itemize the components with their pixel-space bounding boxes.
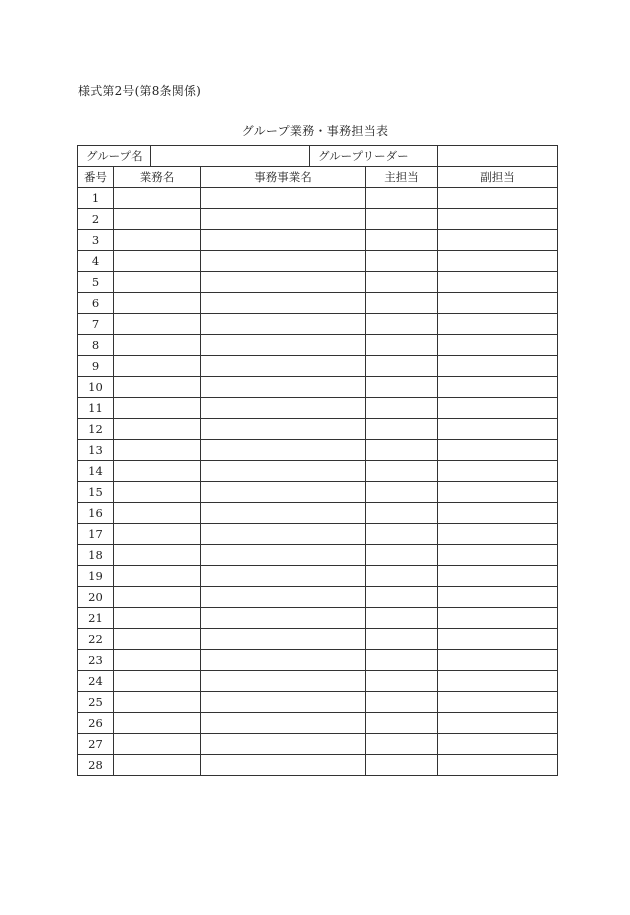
business-name-cell[interactable]	[114, 713, 201, 734]
sub-staff-cell[interactable]	[438, 293, 558, 314]
table-row	[78, 419, 558, 440]
main-staff-cell[interactable]	[366, 524, 438, 545]
project-name-cell[interactable]	[201, 545, 366, 566]
table-row	[78, 734, 558, 755]
sub-staff-cell[interactable]	[438, 230, 558, 251]
form-number-label: 様式第2号(第8条関係)	[78, 84, 202, 98]
project-name-cell[interactable]	[201, 272, 366, 293]
row-number: 14	[78, 461, 114, 482]
main-staff-cell[interactable]	[366, 440, 438, 461]
project-name-cell[interactable]	[201, 335, 366, 356]
main-staff-cell[interactable]	[366, 566, 438, 587]
table-row	[78, 377, 558, 398]
main-staff-cell[interactable]	[366, 293, 438, 314]
main-staff-cell[interactable]	[366, 314, 438, 335]
col-header-project-name: 事務事業名	[201, 167, 366, 188]
project-name-cell[interactable]	[201, 440, 366, 461]
table-row	[78, 230, 558, 251]
main-staff-cell[interactable]	[366, 482, 438, 503]
project-name-cell[interactable]	[201, 188, 366, 209]
row-number: 5	[78, 272, 114, 293]
table-row	[78, 650, 558, 671]
row-number: 21	[78, 608, 114, 629]
project-name-cell[interactable]	[201, 377, 366, 398]
table-row	[78, 188, 558, 209]
main-staff-cell[interactable]	[366, 419, 438, 440]
main-staff-cell[interactable]	[366, 587, 438, 608]
main-staff-cell[interactable]	[366, 503, 438, 524]
business-name-cell[interactable]	[114, 587, 201, 608]
row-number: 2	[78, 209, 114, 230]
main-staff-cell[interactable]	[366, 188, 438, 209]
row-number: 7	[78, 314, 114, 335]
sub-staff-cell[interactable]	[438, 566, 558, 587]
sub-staff-cell[interactable]	[438, 461, 558, 482]
main-staff-cell[interactable]	[366, 671, 438, 692]
group-leader-label: グループリーダー	[310, 146, 438, 167]
project-name-cell[interactable]	[201, 251, 366, 272]
sub-staff-cell[interactable]	[438, 398, 558, 419]
table-row	[78, 293, 558, 314]
table-row	[78, 314, 558, 335]
table-row	[78, 692, 558, 713]
project-name-cell[interactable]	[201, 650, 366, 671]
main-staff-cell[interactable]	[366, 692, 438, 713]
row-number: 26	[78, 713, 114, 734]
main-staff-cell[interactable]	[366, 356, 438, 377]
table-row	[78, 440, 558, 461]
row-number: 25	[78, 692, 114, 713]
sub-staff-cell[interactable]	[438, 209, 558, 230]
business-name-cell[interactable]	[114, 755, 201, 776]
sub-staff-cell[interactable]	[438, 314, 558, 335]
main-staff-cell[interactable]	[366, 230, 438, 251]
table-row	[78, 482, 558, 503]
project-name-cell[interactable]	[201, 503, 366, 524]
sub-staff-cell[interactable]	[438, 545, 558, 566]
table-row	[78, 209, 558, 230]
project-name-cell[interactable]	[201, 629, 366, 650]
business-name-cell[interactable]	[114, 461, 201, 482]
col-header-sub-staff: 副担当	[438, 167, 558, 188]
project-name-cell[interactable]	[201, 713, 366, 734]
table-row	[78, 461, 558, 482]
main-staff-cell[interactable]	[366, 608, 438, 629]
table-row	[78, 629, 558, 650]
business-name-cell[interactable]	[114, 734, 201, 755]
sub-staff-cell[interactable]	[438, 335, 558, 356]
group-header-row	[78, 146, 558, 167]
row-number: 9	[78, 356, 114, 377]
table-row	[78, 608, 558, 629]
project-name-cell[interactable]	[201, 356, 366, 377]
project-name-cell[interactable]	[201, 209, 366, 230]
row-number: 19	[78, 566, 114, 587]
project-name-cell[interactable]	[201, 398, 366, 419]
business-name-cell[interactable]	[114, 671, 201, 692]
sub-staff-cell[interactable]	[438, 377, 558, 398]
table-row	[78, 671, 558, 692]
row-number: 28	[78, 755, 114, 776]
business-name-cell[interactable]	[114, 629, 201, 650]
main-staff-cell[interactable]	[366, 272, 438, 293]
assignment-table	[77, 145, 558, 776]
business-name-cell[interactable]	[114, 230, 201, 251]
main-staff-cell[interactable]	[366, 209, 438, 230]
row-number: 27	[78, 734, 114, 755]
project-name-cell[interactable]	[201, 419, 366, 440]
group-name-field[interactable]	[151, 146, 310, 167]
sub-staff-cell[interactable]	[438, 713, 558, 734]
sub-staff-cell[interactable]	[438, 629, 558, 650]
row-number: 18	[78, 545, 114, 566]
table-row	[78, 503, 558, 524]
sub-staff-cell[interactable]	[438, 587, 558, 608]
table-row	[78, 272, 558, 293]
sub-staff-cell[interactable]	[438, 524, 558, 545]
project-name-cell[interactable]	[201, 461, 366, 482]
project-name-cell[interactable]	[201, 587, 366, 608]
business-name-cell[interactable]	[114, 566, 201, 587]
row-number: 13	[78, 440, 114, 461]
business-name-cell[interactable]	[114, 398, 201, 419]
project-name-cell[interactable]	[201, 755, 366, 776]
row-number: 1	[78, 188, 114, 209]
row-number: 6	[78, 293, 114, 314]
main-staff-cell[interactable]	[366, 461, 438, 482]
group-name-label: グループ名	[78, 146, 151, 167]
project-name-cell[interactable]	[201, 293, 366, 314]
column-header-row	[78, 167, 558, 188]
row-number: 8	[78, 335, 114, 356]
sub-staff-cell[interactable]	[438, 251, 558, 272]
main-staff-cell[interactable]	[366, 398, 438, 419]
row-number: 10	[78, 377, 114, 398]
table-row	[78, 251, 558, 272]
main-staff-cell[interactable]	[366, 734, 438, 755]
project-name-cell[interactable]	[201, 608, 366, 629]
business-name-cell[interactable]	[114, 692, 201, 713]
business-name-cell[interactable]	[114, 293, 201, 314]
business-name-cell[interactable]	[114, 503, 201, 524]
row-number: 24	[78, 671, 114, 692]
business-name-cell[interactable]	[114, 335, 201, 356]
project-name-cell[interactable]	[201, 734, 366, 755]
project-name-cell[interactable]	[201, 524, 366, 545]
project-name-cell[interactable]	[201, 314, 366, 335]
row-number: 3	[78, 230, 114, 251]
sub-staff-cell[interactable]	[438, 356, 558, 377]
row-number: 23	[78, 650, 114, 671]
business-name-cell[interactable]	[114, 356, 201, 377]
business-name-cell[interactable]	[114, 482, 201, 503]
sub-staff-cell[interactable]	[438, 482, 558, 503]
group-leader-field[interactable]	[438, 146, 558, 167]
sub-staff-cell[interactable]	[438, 419, 558, 440]
business-name-cell[interactable]	[114, 608, 201, 629]
table-row	[78, 587, 558, 608]
main-staff-cell[interactable]	[366, 713, 438, 734]
business-name-cell[interactable]	[114, 419, 201, 440]
business-name-cell[interactable]	[114, 272, 201, 293]
col-header-business-name: 業務名	[114, 167, 201, 188]
business-name-cell[interactable]	[114, 188, 201, 209]
row-number: 4	[78, 251, 114, 272]
table-row	[78, 398, 558, 419]
sub-staff-cell[interactable]	[438, 734, 558, 755]
main-staff-cell[interactable]	[366, 629, 438, 650]
sub-staff-cell[interactable]	[438, 755, 558, 776]
business-name-cell[interactable]	[114, 650, 201, 671]
table-row	[78, 545, 558, 566]
business-name-cell[interactable]	[114, 440, 201, 461]
main-staff-cell[interactable]	[366, 377, 438, 398]
business-name-cell[interactable]	[114, 377, 201, 398]
sub-staff-cell[interactable]	[438, 503, 558, 524]
project-name-cell[interactable]	[201, 692, 366, 713]
project-name-cell[interactable]	[201, 230, 366, 251]
col-header-number: 番号	[78, 167, 114, 188]
col-header-main-staff: 主担当	[366, 167, 438, 188]
project-name-cell[interactable]	[201, 566, 366, 587]
business-name-cell[interactable]	[114, 314, 201, 335]
row-number: 15	[78, 482, 114, 503]
table-row	[78, 356, 558, 377]
table-row	[78, 335, 558, 356]
main-staff-cell[interactable]	[366, 251, 438, 272]
row-number: 20	[78, 587, 114, 608]
table-row	[78, 566, 558, 587]
business-name-cell[interactable]	[114, 209, 201, 230]
row-number: 22	[78, 629, 114, 650]
row-number: 17	[78, 524, 114, 545]
row-number: 16	[78, 503, 114, 524]
project-name-cell[interactable]	[201, 671, 366, 692]
business-name-cell[interactable]	[114, 251, 201, 272]
sub-staff-cell[interactable]	[438, 188, 558, 209]
main-staff-cell[interactable]	[366, 545, 438, 566]
business-name-cell[interactable]	[114, 524, 201, 545]
sub-staff-cell[interactable]	[438, 671, 558, 692]
table-row	[78, 524, 558, 545]
business-name-cell[interactable]	[114, 545, 201, 566]
sub-staff-cell[interactable]	[438, 440, 558, 461]
sub-staff-cell[interactable]	[438, 692, 558, 713]
sub-staff-cell[interactable]	[438, 608, 558, 629]
table-row	[78, 755, 558, 776]
main-staff-cell[interactable]	[366, 335, 438, 356]
project-name-cell[interactable]	[201, 482, 366, 503]
row-number: 11	[78, 398, 114, 419]
main-staff-cell[interactable]	[366, 650, 438, 671]
main-staff-cell[interactable]	[366, 755, 438, 776]
table-row	[78, 713, 558, 734]
row-number: 12	[78, 419, 114, 440]
document-title: グループ業務・事務担当表	[241, 124, 389, 138]
sub-staff-cell[interactable]	[438, 272, 558, 293]
sub-staff-cell[interactable]	[438, 650, 558, 671]
